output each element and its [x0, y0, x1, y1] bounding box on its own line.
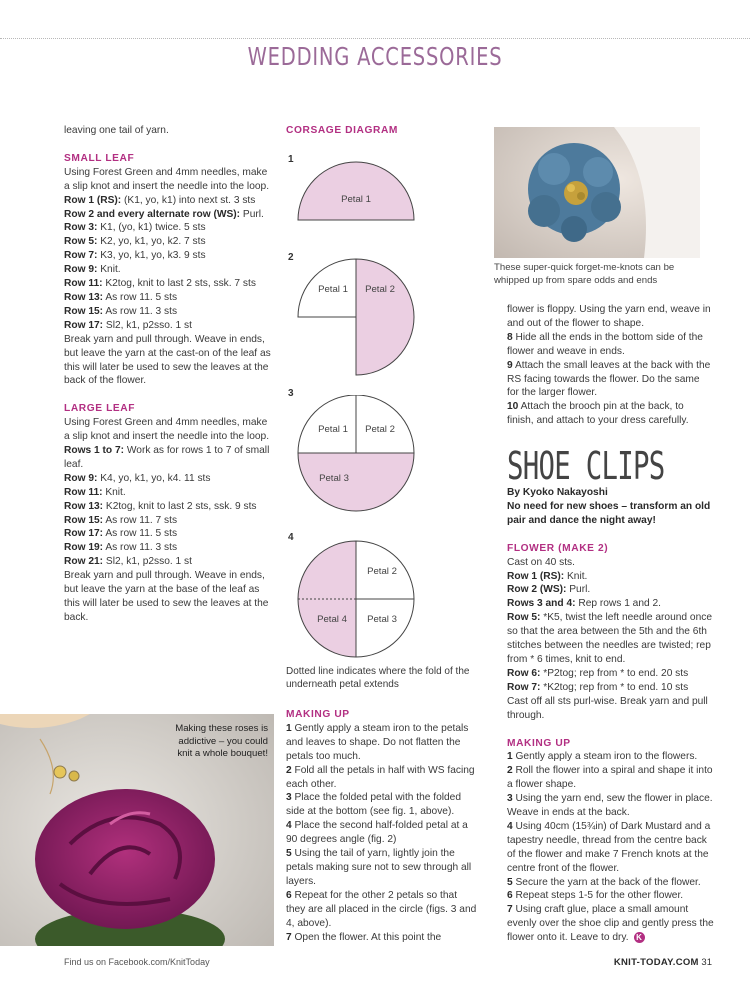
pattern-row	[286, 931, 478, 945]
row-label: Row 2 and every alternate row (WS):	[64, 208, 241, 220]
row-label: Row 5:	[64, 236, 98, 248]
row-label: 4	[286, 820, 292, 832]
shoe-clips-title: SHOE CLIPS	[507, 444, 665, 488]
byline: By Kyoko Nakayoshi	[507, 487, 608, 498]
pattern-row	[507, 400, 713, 428]
row-label: Row 3:	[64, 222, 98, 234]
row-label: 8	[507, 331, 513, 343]
row-text: Place the folded petal with the folded side at the bottom (see fig. 1, above).	[286, 792, 462, 818]
end-mark-icon: K	[634, 932, 645, 943]
fig2-label-p1: Petal 1	[318, 284, 348, 295]
row-text: Knit.	[564, 570, 588, 582]
row-label: 7	[507, 904, 513, 916]
row-label: Row 5:	[507, 612, 541, 624]
row-text: Rep rows 1 and 2.	[575, 598, 662, 610]
small-leaf-heading: SMALL LEAF	[64, 152, 135, 164]
continued-text: flower is floppy. Using the yarn end, weave in and out of the flower to shape.	[507, 304, 711, 329]
pattern-row	[507, 903, 715, 945]
pattern-row	[507, 667, 715, 681]
pattern-row	[64, 277, 274, 291]
diagram-heading: CORSAGE DIAGRAM	[286, 125, 399, 136]
footer-facebook[interactable]: Find us on Facebook.com/KnitToday	[64, 957, 210, 967]
row-label: Row 1 (RS):	[64, 194, 122, 206]
forget-illustration	[494, 127, 700, 258]
pattern-row	[64, 527, 274, 541]
row-text: Using the tail of yarn, lightly join the petals making sure not to sew through all layers.	[286, 848, 472, 887]
large-leaf-heading: LARGE LEAF	[64, 403, 136, 415]
row-text: Purl.	[566, 584, 591, 596]
footer-site	[614, 957, 712, 968]
small-leaf-outro: Break yarn and pull through. Weave in ends, but leave the yarn at the cast-on of the leaf as this will later be used to sew the leaves at the back of the flower.	[64, 333, 271, 387]
row-label: Row 19:	[64, 542, 104, 554]
section-title: WEDDING ACCESSORIES	[247, 42, 503, 71]
pattern-row	[64, 514, 274, 528]
shoe-making-heading: MAKING UP	[507, 737, 571, 749]
row-text: (K1, yo, k1) into next st. 3 sts	[121, 194, 256, 206]
row-text: K1, (yo, k1) twice. 5 sts	[97, 222, 206, 234]
fig3-label-p3: Petal 3	[319, 473, 349, 484]
row-label: Row 1 (RS):	[507, 570, 565, 582]
row-label: Row 9:	[64, 264, 98, 276]
fig4-label-p3: Petal 3	[367, 614, 397, 625]
fig3-number: 3	[288, 388, 294, 399]
row-text: *K2tog; rep from * to end. 10 sts	[540, 681, 689, 693]
pattern-row	[64, 305, 274, 319]
pattern-row	[507, 570, 715, 584]
pattern-row	[64, 472, 274, 486]
row-text: K4, yo, k1, yo, k4. 11 sts	[97, 472, 211, 484]
row-text: Roll the flower into a spiral and shape it into a flower shape.	[507, 765, 713, 791]
pattern-row	[64, 541, 274, 555]
row-text: Open the flower. At this point the	[291, 931, 442, 943]
row-text: Repeat for the other 2 petals so that they are all placed in the circle (figs. 3 and 4, above).	[286, 889, 477, 929]
pattern-row	[507, 681, 715, 695]
row-text: As row 11. 5 sts	[103, 528, 178, 540]
fig2-label-p2: Petal 2	[365, 284, 395, 295]
row-label: Row 17:	[64, 319, 104, 331]
pattern-row	[507, 359, 713, 401]
row-text: K3, yo, k1, yo, k3. 9 sts	[97, 250, 206, 262]
fig3-petal3	[298, 453, 414, 511]
pattern-row	[64, 500, 274, 514]
row-label: Row 11:	[64, 278, 103, 290]
fig4-number: 4	[288, 532, 294, 543]
row-text: Gently apply a steam iron to the petals and leaves to shape. Do not flatten the petals too much.	[286, 722, 469, 762]
fig1-svg	[290, 160, 430, 230]
pattern-row	[64, 249, 274, 263]
pattern-row	[64, 263, 274, 277]
row-text: Using the yarn end, sew the flower in place. Weave in ends at the back.	[507, 793, 713, 819]
row-text: Knit.	[102, 486, 126, 498]
row-label: Row 7:	[64, 250, 98, 262]
pattern-row	[286, 819, 478, 847]
row-text: Work as for rows 1 to 7 of small leaf.	[64, 445, 270, 470]
row-label: Row 2 (WS):	[507, 584, 567, 596]
pattern-row	[64, 319, 274, 333]
row-text: K2tog, knit to last 2 sts, ssk. 7 sts	[102, 278, 256, 290]
forget-photo	[494, 127, 700, 258]
making-up-1-steps	[286, 722, 478, 945]
row-text: Hide all the ends in the bottom side of the flower and weave in ends.	[507, 331, 703, 357]
pattern-row	[64, 444, 274, 472]
row-label: Row 11:	[64, 486, 103, 498]
pattern-row	[64, 221, 274, 235]
row-label: 7	[286, 931, 292, 943]
row-text: Purl.	[240, 208, 264, 220]
row-label: 4	[507, 820, 513, 832]
row-label: 6	[507, 890, 513, 902]
row-text: Knit.	[97, 264, 121, 276]
fig2-petal2	[356, 259, 414, 375]
making-up-1-heading: MAKING UP	[286, 709, 350, 720]
fig4-label-p4: Petal 4	[317, 614, 347, 625]
cast-on: Cast on 40 sts.	[507, 556, 575, 568]
flower-heading: FLOWER (MAKE 2)	[507, 542, 609, 554]
small-leaf-intro: Using Forest Green and 4mm needles, make a slip knot and insert the needle into the loop.	[64, 166, 270, 192]
pattern-row	[286, 847, 478, 889]
row-text: Fold all the petals in half with WS facing each other.	[286, 764, 475, 790]
pattern-row	[286, 791, 478, 819]
shoe-rows	[507, 570, 715, 695]
making-up-steps-cont	[507, 331, 713, 428]
row-label: Row 15:	[64, 305, 104, 317]
row-label: 1	[507, 751, 513, 763]
row-label: Row 17:	[64, 528, 104, 540]
fig3-svg	[290, 395, 430, 520]
row-label: Rows 3 and 4:	[507, 598, 576, 610]
row-label: 5	[507, 876, 513, 888]
forget-caption: These super-quick forget-me-knots can be whipped up from spare odds and ends	[494, 262, 675, 286]
pattern-row	[286, 764, 478, 792]
row-text: As row 11. 3 sts	[103, 305, 178, 317]
pattern-row	[507, 611, 715, 667]
large-leaf-rows	[64, 444, 274, 569]
pattern-row	[507, 820, 715, 876]
row-label: Row 7:	[507, 681, 541, 693]
row-label: Row 15:	[64, 514, 104, 526]
rose-photo	[0, 714, 274, 946]
pattern-row	[286, 722, 478, 764]
fig2-svg	[290, 256, 430, 386]
diagram-note	[286, 665, 478, 691]
pattern-row	[507, 876, 715, 890]
rose-caption: Making these roses is addictive – you could knit a whole bouquet!	[175, 723, 268, 759]
shoe-outro: Cast off all sts purl-wise. Break yarn and pull through.	[507, 695, 708, 721]
diagram-note-text: Dotted line indicates where the fold of the underneath petal extends	[286, 666, 470, 690]
fig3-label-p2: Petal 2	[365, 424, 395, 435]
corsage-diagram	[286, 124, 398, 138]
pattern-row	[507, 331, 713, 359]
row-label: 3	[286, 792, 292, 804]
row-label: Row 13:	[64, 291, 104, 303]
standfirst: No need for new shoes – transform an old pair and dance the night away!	[507, 500, 711, 526]
pattern-row	[286, 889, 478, 931]
pattern-row	[507, 583, 715, 597]
row-text: Sl2, k1, p2sso. 1 st	[103, 556, 192, 568]
row-label: 5	[286, 848, 292, 860]
pattern-row	[64, 291, 274, 305]
fig3-label-p1: Petal 1	[318, 424, 348, 435]
column-right	[507, 303, 713, 428]
small-leaf-rows	[64, 194, 274, 333]
row-label: Row 21:	[64, 556, 104, 568]
row-text: K2, yo, k1, yo, k2. 7 sts	[97, 236, 206, 248]
pattern-row	[64, 235, 274, 249]
row-text: *K5, twist the left needle around once so that the area between the 5th and the 6th stitches between the needles are twisted; rep from * 6 times, knit to end.	[507, 612, 713, 665]
row-label: 2	[507, 765, 513, 777]
making-up-1	[286, 708, 478, 944]
header-rule	[0, 38, 750, 39]
intro-text: leaving one tail of yarn.	[64, 125, 169, 136]
row-text: Attach the brooch pin at the back, to finish, and attach to your dress carefully.	[507, 401, 689, 427]
row-text: Sl2, k1, p2sso. 1 st	[103, 319, 192, 331]
row-label: 9	[507, 359, 513, 371]
row-text: *P2tog; rep from * to end. 20 sts	[540, 667, 689, 679]
row-text: Secure the yarn at the back of the flower.	[512, 876, 701, 888]
row-label: Row 13:	[64, 500, 104, 512]
fig4-label-p2: Petal 2	[367, 566, 397, 577]
fig2-number: 2	[288, 252, 294, 263]
large-leaf-intro: Using Forest Green and 4mm needles, make a slip knot and insert the needle into the loop.	[64, 417, 270, 443]
row-text: As row 11. 3 sts	[103, 542, 178, 554]
pattern-row	[64, 486, 274, 500]
pattern-row	[507, 889, 715, 903]
pattern-row	[64, 208, 274, 222]
row-label: Rows 1 to 7:	[64, 445, 125, 457]
page-number: 31	[701, 957, 712, 968]
pattern-row	[64, 555, 274, 569]
row-text: As row 11. 7 sts	[103, 514, 178, 526]
row-label: 2	[286, 764, 292, 776]
row-label: 3	[507, 793, 513, 805]
fig1-petal1	[298, 162, 414, 220]
fig1-number: 1	[288, 154, 294, 165]
row-text: As row 11. 5 sts	[103, 291, 178, 303]
fig1-label-p1: Petal 1	[341, 194, 371, 205]
row-text: Using 40cm (15¾in) of Dark Mustard and a tapestry needle, thread from the centre back of the flower and make 7 French knots at the centre front of the flower.	[507, 820, 711, 874]
row-label: Row 6:	[507, 667, 541, 679]
shoe-making-steps	[507, 750, 715, 945]
shoe-clips-section	[507, 486, 715, 945]
row-label: 10	[507, 401, 519, 413]
fig4-svg	[290, 538, 430, 663]
pattern-row	[64, 194, 274, 208]
row-text: K2tog, knit to last 2 sts, ssk. 9 sts	[103, 500, 257, 512]
row-text: Using craft glue, place a small amount evenly over the shoe clip and gently press the flower onto it. Leave to dry.	[507, 904, 714, 944]
row-label: 6	[286, 889, 292, 901]
row-text: Gently apply a steam iron to the flowers.	[512, 751, 698, 763]
pattern-row	[507, 764, 715, 792]
pattern-row	[507, 597, 715, 611]
column-left	[64, 124, 274, 625]
row-text: Attach the small leaves at the back with the RS facing towards the flower. Do the same for the larger flower.	[507, 359, 711, 399]
row-text: Place the second half-folded petal at a 90 degrees angle (fig. 2)	[286, 820, 468, 846]
pattern-row	[507, 792, 715, 820]
footer-site-name[interactable]: KNIT-TODAY.COM	[613, 957, 699, 968]
row-text: Repeat steps 1-5 for the other flower.	[512, 890, 684, 902]
row-label: Row 9:	[64, 472, 98, 484]
large-leaf-outro: Break yarn and pull through. Weave in ends, but leave the yarn at the base of the leaf as this will later be used to sew the leaves at the back.	[64, 570, 269, 623]
row-label: 1	[286, 722, 292, 734]
pattern-row	[507, 750, 715, 764]
